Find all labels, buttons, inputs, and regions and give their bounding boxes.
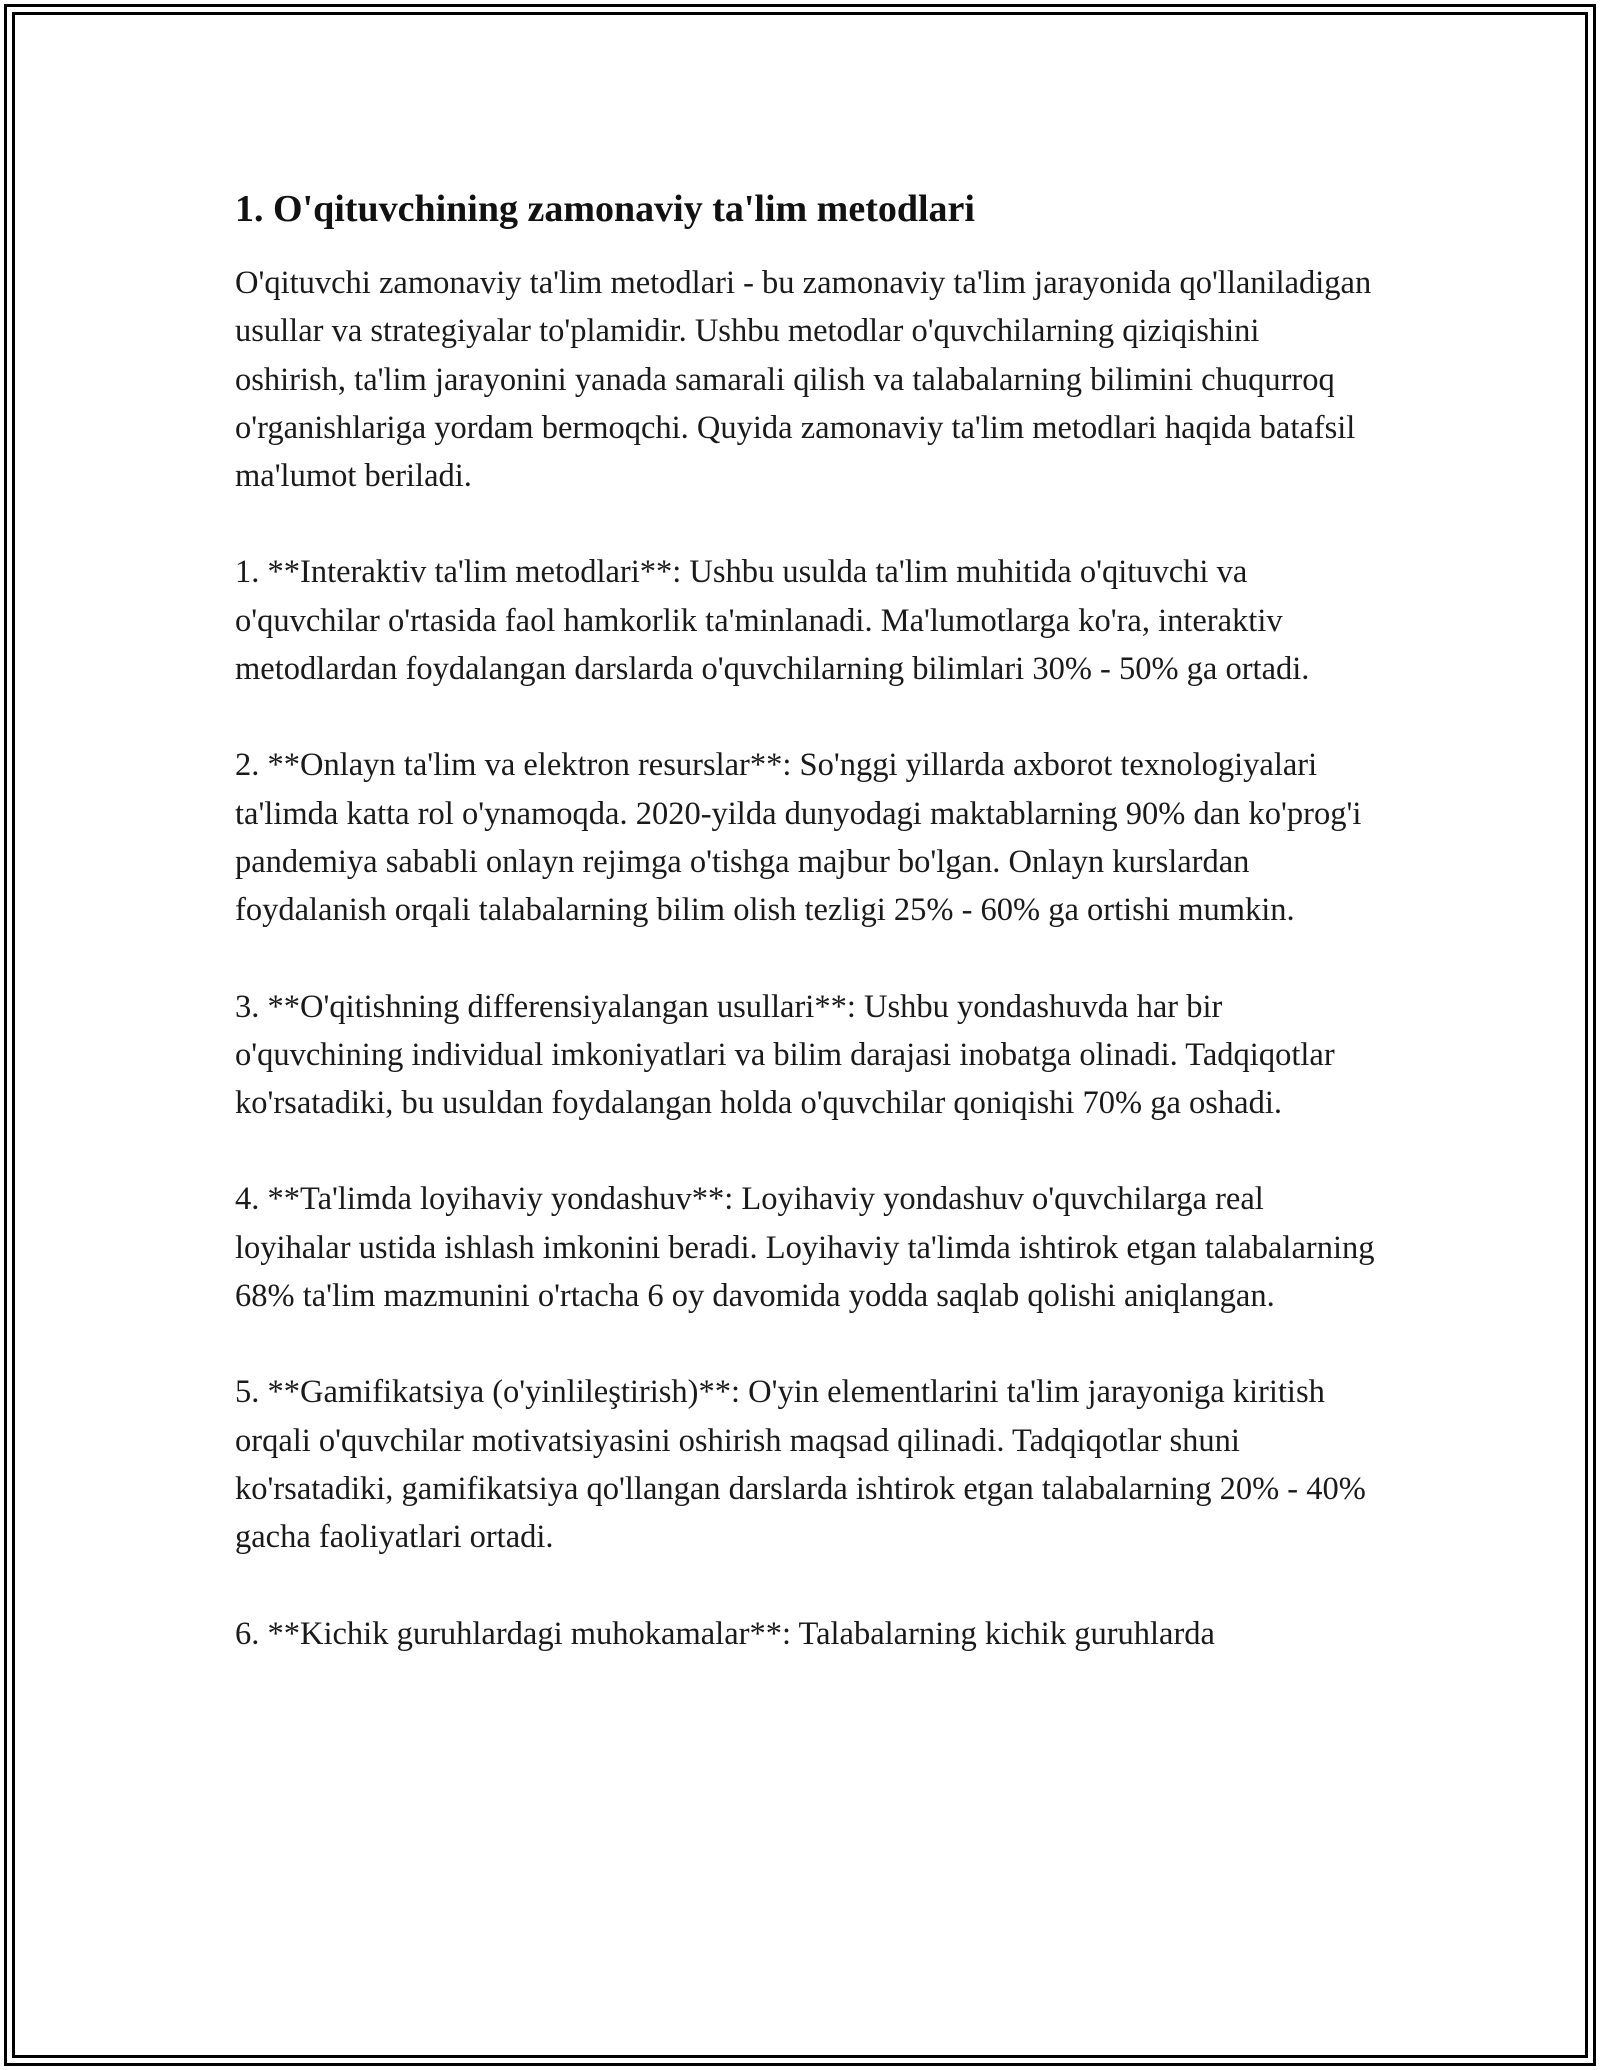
paragraph-interactive-methods: 1. **Interaktiv ta'lim metodlari**: Ushbu usulda ta'lim muhitida o'qituvchi va o'quvchilar o'rtasida faol hamkorlik ta'minlanadi. Ma'lumotlarga ko'ra, interaktiv metodlardan foydalangan darslarda o'quvchilarning bilimlari 30% - 50% ga ortadi. <box>235 554 1310 688</box>
paragraph-differentiated-methods: 3. **O'qitishning differensiyalangan usullari**: Ushbu yondashuvda har bir o'quvchining individual imkoniyatlari va bilim darajasi inobatga olinadi. Tadqiqotlar ko'rsatadiki, bu usuldan foydalangan holda o'quvchilar qoniqishi 70% ga oshadi. <box>235 988 1335 1122</box>
document-body <box>235 185 1375 1706</box>
paragraph-online-learning: 2. **Onlayn ta'lim va elektron resurslar**: So'nggi yillarda axborot texnologiyalari ta'limda katta rol o'ynamoqda. 2020-yilda dunyodagi maktablarning 90% dan ko'prog'i pandemiya sababli onlayn rejimga o'tishga majbur bo'lgan. Onlayn kurslardan foydalanish orqali talabalarning bilim olish tezligi 25% - 60% ga ortishi mumkin. <box>235 747 1362 929</box>
intro-paragraph: O'qituvchi zamonaviy ta'lim metodlari - bu zamonaviy ta'lim jarayonida qo'llaniladigan usullar va strategiyalar to'plamidir. Ushbu metodlar o'quvchilarning qiziqishini oshirish, ta'lim jarayonini yanada samarali qilish va talabalarning bilimini chuqurroq o'rganishlariga yordam bermoqchi. Quyida zamonaviy ta'lim metodlari haqida batafsil ma'lumot beriladi. <box>235 265 1372 495</box>
paragraph-gamification: 5. **Gamifikatsiya (o'yinlileştirish)**: O'yin elementlarini ta'lim jarayoniga kiritish orqali o'quvchilar motivatsiyasini oshirish maqsad qilinadi. Tadqiqotlar shuni ko'rsatadiki, gamifikatsiya qo'llangan darslarda ishtirok etgan talabalarning 20% - 40% gacha faoliyatlari ortadi. <box>235 1374 1366 1556</box>
paragraph-project-approach: 4. **Ta'limda loyihaviy yondashuv**: Loyihaviy yondashuv o'quvchilarga real loyihalar ustida ishlash imkonini beradi. Loyihaviy ta'limda ishtirok etgan talabalarning 68% ta'lim mazmunini o'rtacha 6 oy davomida yodda saqlab qolishi aniqlangan. <box>235 1181 1375 1315</box>
paragraph-small-group-discussions: 6. **Kichik guruhlardagi muhokamalar**: Talabalarning kichik guruhlarda <box>235 1615 1215 1652</box>
document-title: 1. O'qituvchining zamonaviy ta'lim metodlari <box>235 188 975 230</box>
